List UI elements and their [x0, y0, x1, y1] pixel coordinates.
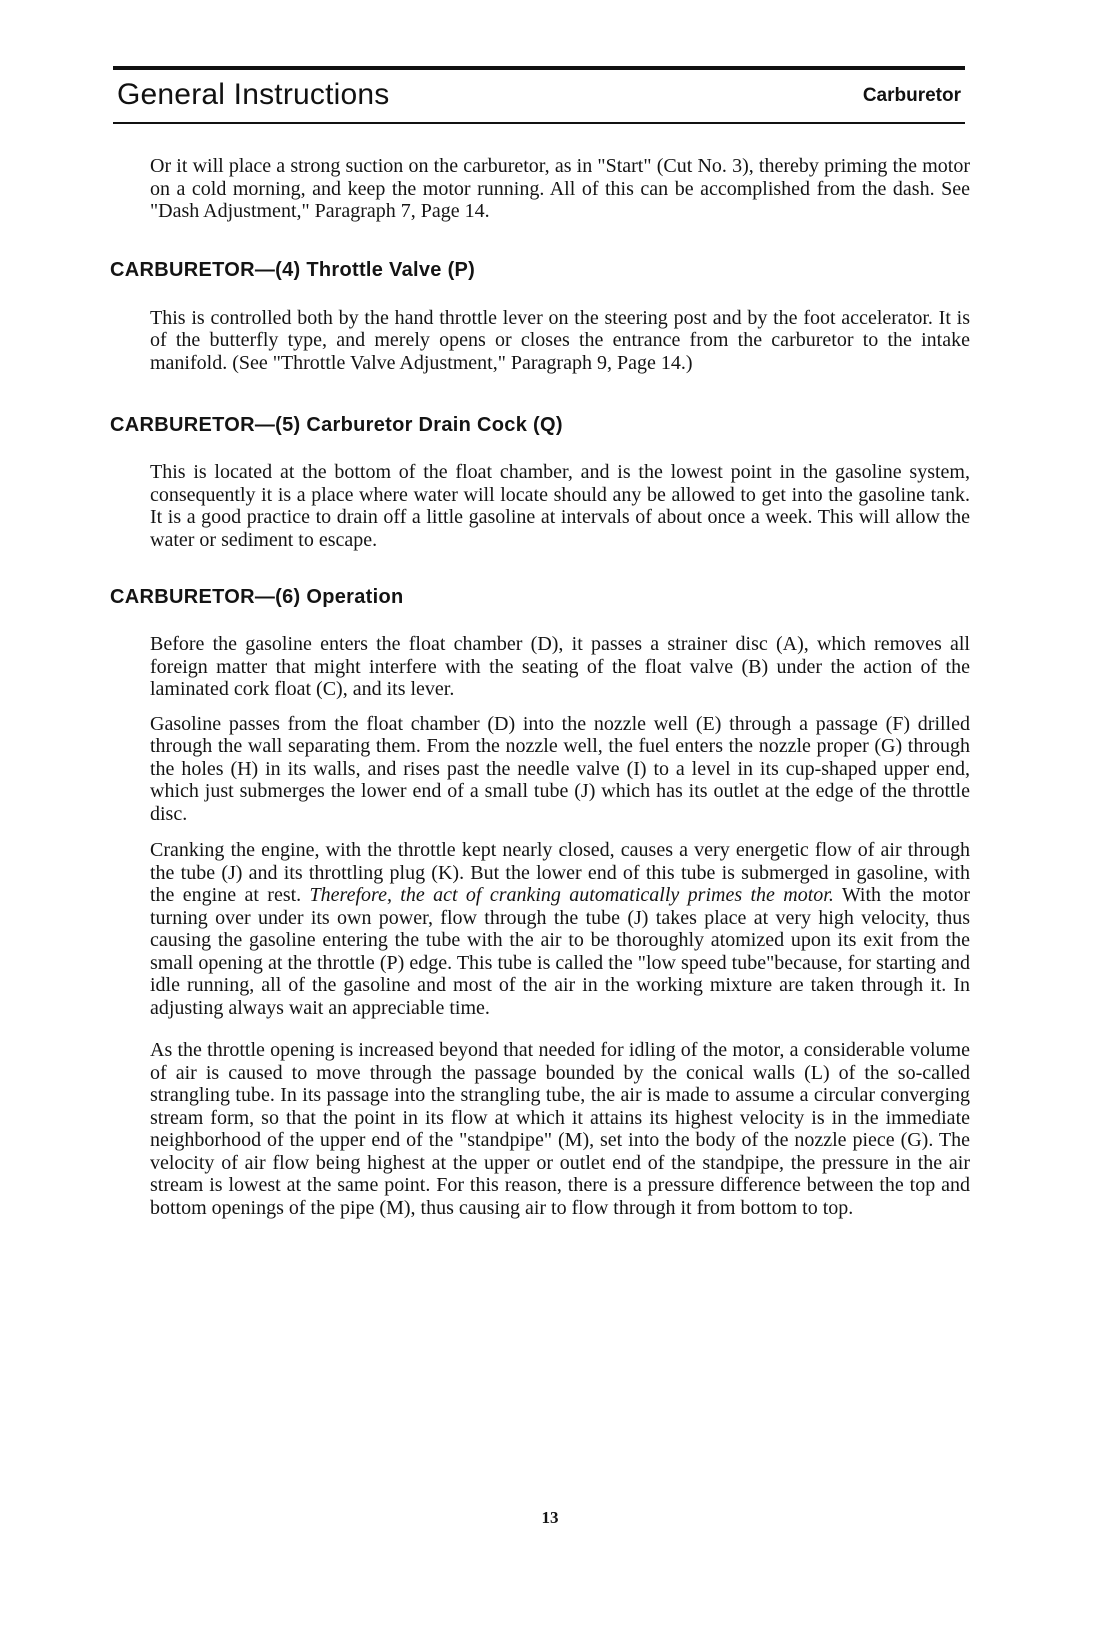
operation-paragraph-strainer: Before the gasoline enters the float chamber (D), it passes a strainer disc (A), which removes all foreign matter that might interfere with the seating of the float valve (B) under the action of the laminated cork float (C), and its lever.	[150, 633, 970, 700]
drain-cock-paragraph: This is located at the bottom of the float chamber, and is the lowest point in the gasoline system, consequently it is a place where water will locate should any be allowed to get into the gasoline tank. It is a good practice to drain off a little gasoline at intervals of about once a week. This will allow the water or sediment to escape.	[150, 461, 970, 551]
section-heading-operation: CARBURETOR—(6) Operation	[110, 586, 404, 608]
throttle-valve-paragraph: This is controlled both by the hand throttle lever on the steering post and by the foot accelerator. It is of the butterfly type, and merely opens or closes the entrance from the carburetor to the intake manifold. (See "Throttle Valve Adjustment," Paragraph 9, Page 14.)	[150, 306, 970, 374]
section-heading-drain-cock: CARBURETOR—(5) Carburetor Drain Cock (Q)	[110, 414, 563, 436]
header-title: General Instructions	[117, 78, 390, 111]
operation-paragraph-nozzle: Gasoline passes from the float chamber (D) into the nozzle well (E) through a passage (F) drilled through the wall separating them. From the nozzle well, the fuel enters the nozzle proper (G) through the holes (H) in its walls, and rises past the needle valve (I) to a level in its cup-shaped upper end, which just submerges the lower end of a small tube (J) which has its outlet at the edge of the throttle disc.	[150, 712, 970, 825]
running-header	[113, 66, 965, 124]
page-body	[110, 155, 970, 1219]
intro-paragraph: Or it will place a strong suction on the carburetor, as in "Start" (Cut No. 3), thereby priming the motor on a cold morning, and keep the motor running. All of this can be accomplished from the dash. See "Dash Adjustment," Paragraph 7, Page 14.	[150, 155, 970, 222]
cranking-text-end: With the motor turning over under its own power, flow through the tube (J) takes place at very high velocity, thus causing the gasoline entering the tube with the air to be thoroughly atomized upon its exit from the small opening at the throttle (P) edge. This tube is called the "low speed tube"because, for starting and idle running, all of the gasoline and most of the air in the working mixture are taken through it. In adjusting always wait an appreciable time.	[150, 884, 970, 1019]
operation-paragraph-cranking	[150, 839, 970, 1019]
page-number: 13	[541, 1508, 559, 1527]
cranking-emphasis: Therefore, the act of cranking automatically primes the motor.	[309, 884, 834, 906]
section-heading-throttle-valve: CARBURETOR—(4) Throttle Valve (P)	[110, 258, 476, 281]
header-section-label: Carburetor	[862, 85, 961, 106]
operation-paragraph-standpipe: As the throttle opening is increased beyond that needed for idling of the motor, a considerable volume of air is caused to move through the passage bounded by the conical walls (L) of the so-called strangling tube. In its passage into the strangling tube, the air is made to assume a circular converging stream form, so that the point in its flow at which it attains its highest velocity is in the immediate neighborhood of the upper end of the "standpipe" (M), set into the body of the nozzle piece (G). The velocity of air flow being highest at the upper or outlet end of the standpipe, the pressure in the air stream is lowest at the same point. For this reason, there is a pressure difference between the top and bottom openings of the pipe (M), thus causing air to flow through it from bottom to top.	[150, 1039, 970, 1219]
cranking-text-start: Cranking the engine, with the throttle kept nearly closed, causes a very energetic flow of air through the tube (J) and its throttling plug (K). But the lower end of this tube is submerged in gasoline, with the engine at rest.	[150, 839, 970, 906]
